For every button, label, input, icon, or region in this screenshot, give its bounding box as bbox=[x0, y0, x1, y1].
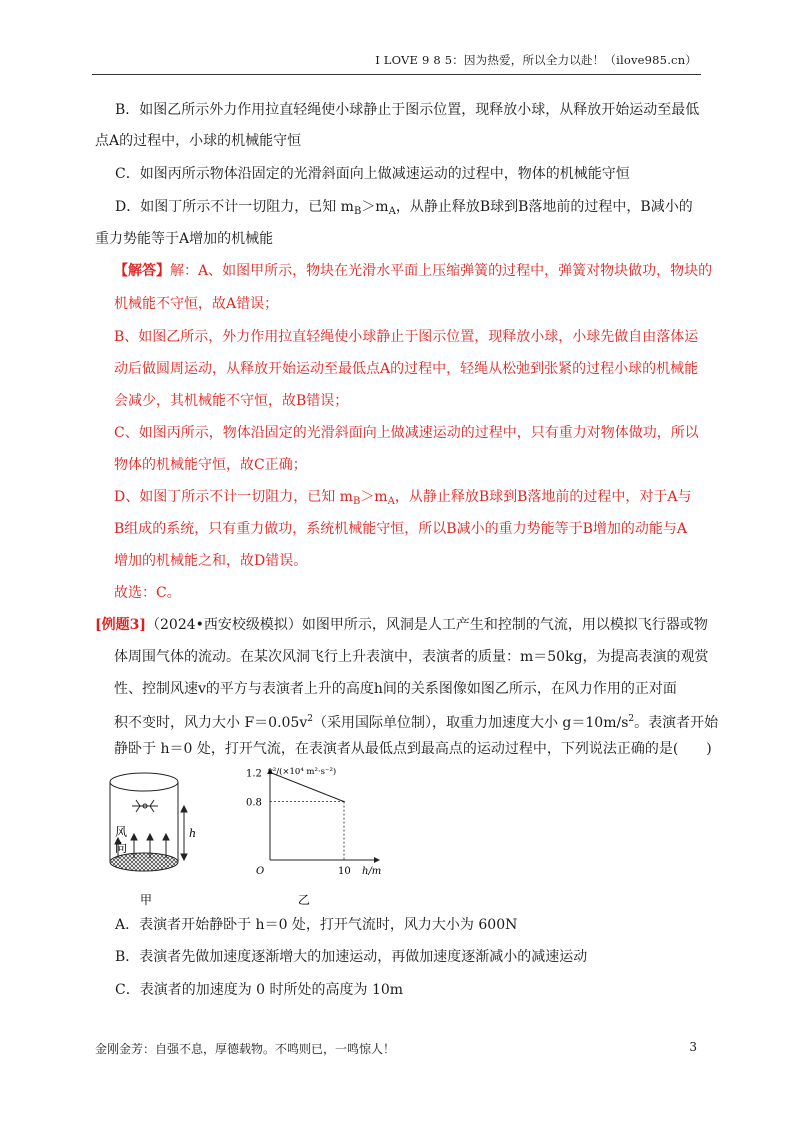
answer-c-line-1: C、如图丙所示，物体沿固定的光滑斜面向上做减速运动的过程中，只有重力对物体做功，所以 bbox=[114, 425, 699, 441]
example-3-line-2: 体周围气体的流动。在某次风洞飞行上升表演中，表演者的质量：m＝50kg，为提高表演的观赏 bbox=[114, 649, 709, 665]
x-axis-label: h/m bbox=[362, 866, 382, 877]
answer-choice: 故选：C。 bbox=[114, 585, 181, 601]
height-arrow bbox=[181, 806, 187, 860]
answer-c-line-2: 物体的机械能守恒，故C正确； bbox=[114, 457, 307, 473]
answer-label: 【解答】 bbox=[114, 263, 170, 279]
example-3-label: [例题3] bbox=[95, 617, 146, 633]
figure-jia-label: 甲 bbox=[140, 893, 153, 907]
tunnel-top-ellipse bbox=[110, 773, 178, 791]
option-b-line-1: B．如图乙所示外力作用拉直轻绳使小球静止于图示位置，现释放小球，从释放开始运动至最低 bbox=[115, 102, 700, 118]
header-rule bbox=[92, 74, 701, 75]
height-label: h bbox=[189, 827, 197, 840]
answer-b-line-1: B、如图乙所示，外力作用拉直轻绳使小球静止于图示位置，现释放小球，小球先做自由落体运 bbox=[114, 329, 699, 345]
option-c: C．表演者的加速度为 0 时所处的高度为 10m bbox=[115, 982, 404, 998]
answer-d-line-2: B组成的系统，只有重力做功，系统机械能守恒，所以B减小的重力势能等于B增加的动能与A bbox=[114, 521, 687, 537]
figure-yi-label: 乙 bbox=[298, 893, 311, 907]
origin-label: O bbox=[256, 866, 265, 877]
example-3-line-5: 静卧于 h＝0 处，打开气流，在表演者从最低点到最高点的运动过程中，下列说法正确的是( ) bbox=[114, 741, 712, 757]
option-d-line-2: 重力势能等于A增加的机械能 bbox=[95, 231, 274, 247]
x-tick-label: 10 bbox=[338, 866, 351, 877]
wind-label-2: 向 bbox=[115, 841, 128, 855]
y-tick-label: 1.2 bbox=[246, 768, 262, 780]
wind-tunnel-figure bbox=[110, 773, 196, 907]
v2-h-chart bbox=[246, 766, 381, 907]
page-footer: 金刚金芳：自强不息，厚德载物。不鸣则已，一鸣惊人！ bbox=[95, 1042, 396, 1056]
option-c-line-1: C．如图丙所示物体沿固定的光滑斜面向上做减速运动的过程中，物体的机械能守恒 bbox=[115, 166, 630, 182]
option-a: A．表演者开始静卧于 h＝0 处，打开气流时，风力大小为 600N bbox=[115, 917, 518, 933]
figure-area bbox=[100, 762, 400, 907]
option-b-line-2: 点A的过程中，小球的机械能守恒 bbox=[95, 133, 302, 149]
tunnel-fan-grid bbox=[110, 853, 178, 871]
example-3-line-1: [例题3]（2024•西安校级模拟）如图甲所示，风洞是人工产生和控制的气流，用以模拟飞行器或物 bbox=[95, 617, 708, 633]
answer-b-line-3: 会减少，其机械能不守恒，故B错误； bbox=[114, 393, 349, 409]
answer-b-line-2: 动后做圆周运动，从释放开始运动至最低点A的过程中，轻绳从松弛到张紧的过程小球的机械能 bbox=[114, 361, 699, 377]
performer-icon bbox=[132, 800, 158, 812]
answer-a-line-1: 【解答】解：A、如图甲所示，物块在光滑水平面上压缩弹簧的过程中，弹簧对物块做功，物块的 bbox=[114, 263, 713, 279]
y-axis-label: v²/(×10⁴ m²·s⁻²) bbox=[268, 767, 337, 777]
example-3-line-4: 积不变时，风力大小 $F=0.05v^2$（采用国际单位制），取重力加速度大小 $g=10m/s^2$。表演者开始 bbox=[114, 714, 719, 731]
x-axis-arrow bbox=[374, 857, 380, 863]
option-b: B．表演者先做加速度逐渐增大的加速运动，再做加速度逐渐减小的减速运动 bbox=[115, 949, 588, 965]
wind-label-1: 风 bbox=[115, 825, 128, 839]
page-header: I LOVE 9 8 5：因为热爱，所以全力以赴！（ilove985.cn） bbox=[375, 53, 697, 67]
answer-d-line-3: 增加的机械能之和，故D错误。 bbox=[114, 553, 308, 569]
answer-a-line-2: 机械能不守恒，故A错误； bbox=[114, 296, 279, 312]
option-d-line-1: D．如图丁所示不计一切阻力，已知 $m_B>m_A$，从静止释放B球到B落地前的过程中，B减小的 bbox=[115, 199, 693, 217]
y-tick-label: 0.8 bbox=[246, 797, 262, 809]
example-3-line-3: 性、控制风速v的平方与表演者上升的高度h间的关系图像如图乙所示，在风力作用的正对面 bbox=[114, 681, 677, 697]
page-number: 3 bbox=[689, 1040, 697, 1054]
answer-d-line-1: D、如图丁所示不计一切阻力，已知 $m_B>m_A$，从静止释放B球到B落地前的过程中，对于A与 bbox=[114, 489, 692, 507]
